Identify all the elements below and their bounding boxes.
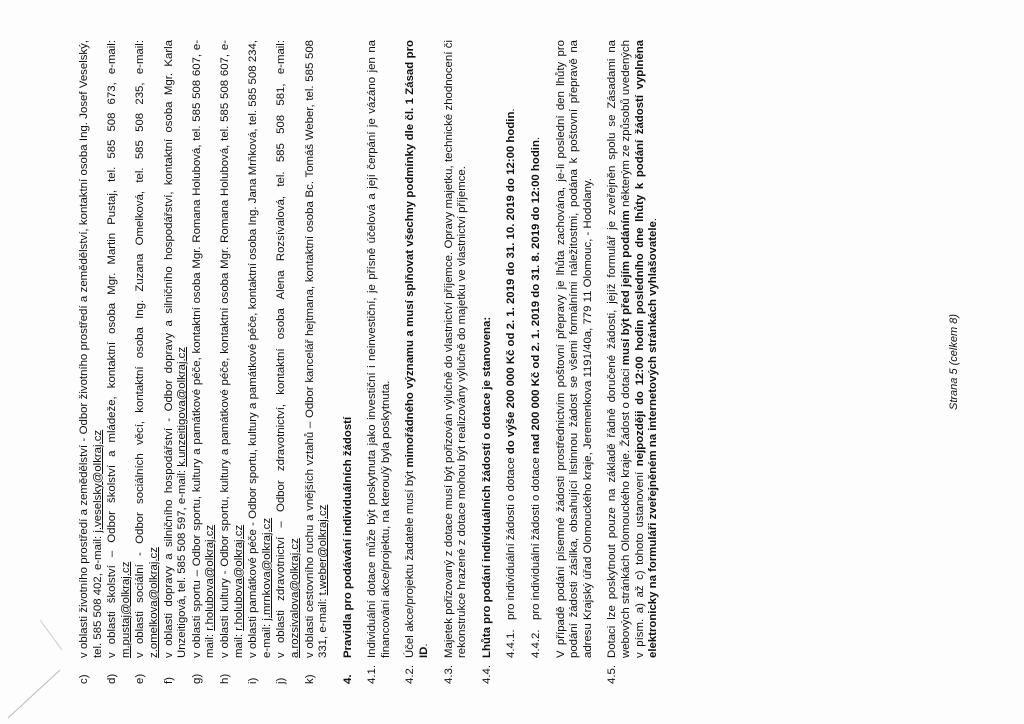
contact-description: v oblasti školství – Odbor školství a mládeže, kontaktní osoba Mgr. Martin Pustaj, tel. 585 508 673, e-mail: xyxy=(106,40,119,658)
paragraph-4-5 xyxy=(606,40,660,684)
text-run: Účel akce/projektu žadatele musí být xyxy=(404,467,417,658)
contact-text xyxy=(163,40,190,658)
contact-description: v oblasti sociální - Odbor sociálních věcí, kontaktní osoba Ing. Zuzana Omelková, tel. 585 508 235, e-mail: xyxy=(134,40,147,658)
contact-description: v oblasti dopravy a silničního hospodářství - Odbor dopravy a silničního hospodářství, kontaktní osoba Mgr. Karla Unzeitigová, tel. 585 508 597, e-mail: xyxy=(162,40,189,658)
contact-item xyxy=(275,40,302,684)
contact-item xyxy=(134,40,161,684)
contact-description: v oblasti životního prostředí a zemědělství - Odbor životního prostředí a zemědělství, kontaktní osoba Ing. Josef Veselský, tel. 585 508 402, e-mail: xyxy=(78,40,104,658)
paragraph-4-2 xyxy=(404,40,431,684)
contact-email-link[interactable]: k.unzeitigova@olkraj.cz xyxy=(176,346,189,467)
contact-description: v oblasti cestovního ruchu a vnějších vztahů – Odbor kancelář hejtmana, kontaktní osoba Bc. Tomáš Weber, tel. 585 508 331, e-mail: xyxy=(303,40,330,658)
section-title: Pravidla pro podávání individuálních žádostí xyxy=(341,416,354,658)
section-heading xyxy=(342,40,356,684)
paragraph-4-1 xyxy=(366,40,393,684)
contact-label: f) xyxy=(162,677,175,684)
contact-text xyxy=(304,40,331,658)
paragraph-4-3 xyxy=(443,40,470,684)
contact-item xyxy=(219,40,246,684)
contact-label: h) xyxy=(218,673,231,684)
paragraph-text: Lhůta pro podání individuálních žádostí o dotace je stanovena: xyxy=(480,316,493,658)
contact-item xyxy=(247,40,274,684)
paragraph-number: 4.3. xyxy=(442,665,455,684)
paragraph-number: 4.2. xyxy=(404,665,417,684)
paragraph-number: 4.5. xyxy=(606,665,619,684)
contact-label: k) xyxy=(303,674,316,684)
bold-run: musí být před jejím podáním xyxy=(620,210,632,366)
paragraph-text xyxy=(530,40,544,620)
text-run: . xyxy=(530,136,543,141)
paragraph-4-4 xyxy=(481,40,495,684)
paragraph-4-4-2 xyxy=(530,40,544,658)
paragraph-number: 4.4. xyxy=(480,665,493,684)
paragraph-text xyxy=(404,40,431,658)
paragraph-text xyxy=(606,40,660,658)
contact-label: c) xyxy=(78,674,90,684)
contact-description: v oblasti památkové péče - Odbor sportu, kultury a památkové péče, kontaktní osoba Ing. Jana Mrňková, tel. 585 508 234, e-mail: xyxy=(247,40,273,658)
contact-text xyxy=(106,40,133,658)
contact-item xyxy=(191,40,218,684)
contact-label: i) xyxy=(247,677,260,684)
contact-text xyxy=(219,40,246,658)
text-run: . xyxy=(647,218,660,222)
contact-text xyxy=(247,40,274,658)
contact-email-link[interactable]: t.weber@olkraj.cz xyxy=(317,504,330,596)
contact-email-link[interactable]: j.veselsky@olkraj.cz xyxy=(91,429,104,533)
paragraph-4-4-post xyxy=(555,40,596,658)
contact-label: d) xyxy=(106,673,119,684)
paragraph-number: 4.4.2. xyxy=(530,629,543,658)
contact-item xyxy=(78,40,105,684)
contact-email-link[interactable]: z.omelkova@olkraj.cz xyxy=(147,547,160,658)
bold-run: nejpozději do 12:00 hodin posledního dne lhůty k podání žádostí vyplněna elektronicky na formuláři zveřejněném na internetových stránkách vyhlašovatele xyxy=(633,40,660,658)
text-run: . xyxy=(418,643,431,647)
paragraph-text: Individuální dotace může být poskytnuta jako investiční i neinvestiční, je přísně účelová a její čerpání je vázáno jen na financování akce/projektu, na kterou/ý byla poskytnuta. xyxy=(366,40,392,658)
contact-text xyxy=(78,40,105,658)
contact-description: v oblasti sportu – Odbor sportu, kultury a památkové péče, kontaktní osoba Mgr. Romana Holubová, tel. 585 508 607, e-mail: xyxy=(190,40,217,658)
bold-run: nad 200 000 Kč od 2. 1. 2019 do 31. 8. 2019 do 12:00 hodin xyxy=(530,140,543,455)
contact-label: e) xyxy=(134,673,147,684)
text-run: pro individuální žádosti o dotace xyxy=(530,454,543,620)
page-footer: Strana 5 (celkem 8) xyxy=(948,314,960,410)
bold-run: mimořádného významu a musí splňovat všechny podmínky dle čl. 1 Zásad pro ID xyxy=(404,40,431,658)
section-number: 4. xyxy=(341,674,354,684)
contact-text xyxy=(191,40,218,658)
paragraph-number: 4.4.1. xyxy=(505,629,518,658)
contact-email-link[interactable]: r.holubova@olkraj.cz xyxy=(204,524,217,631)
text-run: pro individuální žádosti o dotace xyxy=(505,454,518,620)
text-run: Dotaci lze poskytnout pouze na základě řádně doručené žádosti, jejíž formulář je zveřejněn spolu se Zásadami na webových stránkách Olomouckého kraje. Žádost o dotaci xyxy=(606,40,632,658)
contact-description: v oblasti zdravotnictví – Odbor zdravotnictví, kontaktní osoba Alena Rozsívalová, tel. 585 508 581, e-mail: xyxy=(275,40,288,658)
contact-item xyxy=(106,40,133,684)
paragraph-text: Majetek pořizovaný z dotace musí být pořizován výlučně do vlastnictví příjemce. Opravy majetku, technické zhodnocení či rekonstrukce hrazené z dotace mohou být realizovány výlučně do majetku ve vlastnictví příjemce. xyxy=(442,40,469,658)
text-run: . xyxy=(505,108,518,112)
contact-email-link[interactable]: m.pustaj@olkraj.cz xyxy=(119,561,132,658)
text-run: některým ze způsobů uvedených v písm. a) až c) tohoto ustanovení xyxy=(620,39,646,658)
paragraph-4-4-1 xyxy=(505,40,519,658)
contact-email-link[interactable]: j.mrnkova@olkraj.cz xyxy=(260,517,273,621)
contact-email-link[interactable]: a.rozsivalova@olkraj.cz xyxy=(288,538,301,658)
contact-label: g) xyxy=(190,673,203,684)
paragraph-number: 4.1. xyxy=(366,665,379,684)
paragraph-text xyxy=(505,40,519,620)
contact-text xyxy=(134,40,161,658)
bold-run: do výše 200 000 Kč od 2. 1. 2019 do 31. 10. 2019 do 12:00 hodin xyxy=(505,111,518,455)
contact-item xyxy=(163,40,190,684)
contact-description: v oblasti kultury - Odbor sportu, kultury a památkové péče, kontaktní osoba Mgr. Romana Holubová, tel. 585 508 607, e-mail: xyxy=(218,40,245,658)
contact-email-link[interactable]: r.holubova@olkraj.cz xyxy=(232,524,245,631)
contact-list xyxy=(78,40,331,684)
contact-item xyxy=(304,40,331,684)
contact-text xyxy=(275,40,302,658)
paragraph-text: V případě podání písemné žádosti prostřednictvím poštovní přepravy je lhůta zachována, je-li poslední den lhůty pro podání žádosti zásilka, obsahující listinnou žádost se všemi formálními náležitostmi, podána k poštovní přepravě na adresu Krajský úřad Olomouckého kraje, Jeremenkova 1191/40a, 779 11 Olomouc, - Hodolany. xyxy=(554,40,594,658)
contact-label: j) xyxy=(275,677,288,684)
